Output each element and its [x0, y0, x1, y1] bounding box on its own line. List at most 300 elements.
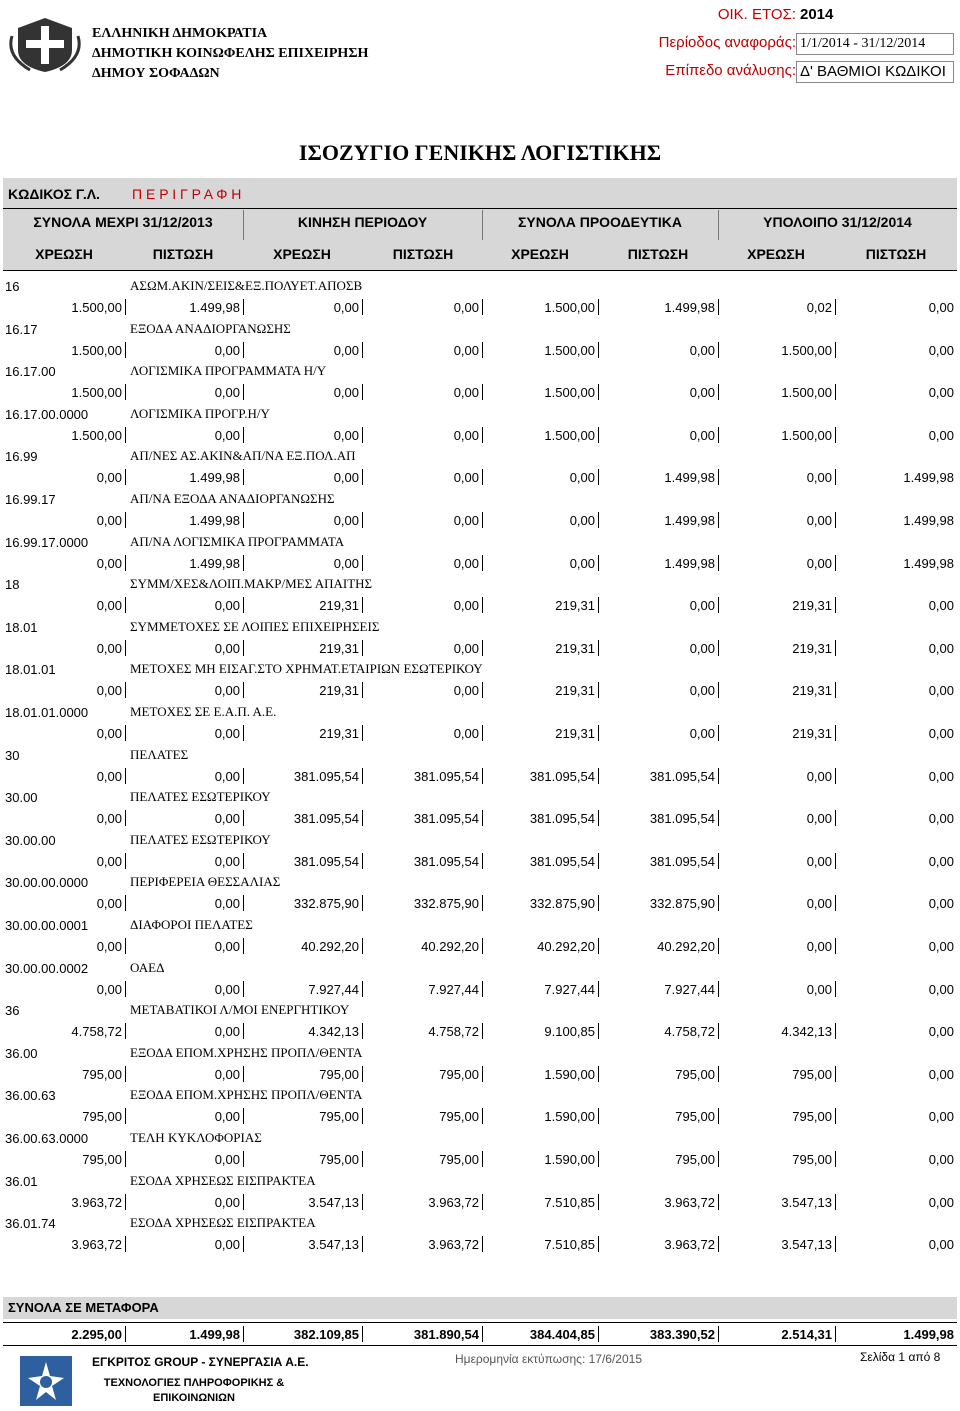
cell-separator: [835, 1023, 836, 1039]
org-line-2: ΔΗΜΟΤΙΚΗ ΚΟΙΝΩΦΕΛΗΣ ΕΠΙΧΕΙΡΗΣΗ: [92, 46, 369, 61]
debit-value: 1.500,00: [781, 427, 832, 443]
credit-value: 0,00: [214, 342, 240, 358]
credit-value: 381.095,54: [649, 768, 715, 784]
debit-value: 0,00: [96, 768, 122, 784]
debit-value: 381.095,54: [529, 768, 595, 784]
cell-separator: [835, 938, 836, 954]
credit-value: 0,00: [453, 385, 479, 401]
credit-value: 0,00: [214, 598, 240, 614]
account-code: 30.00.00.0001: [5, 918, 89, 933]
cell-separator: [482, 981, 483, 997]
cell-separator: [835, 384, 836, 400]
cell-separator: [598, 597, 599, 613]
debit-value: 219,31: [319, 683, 359, 699]
account-description: ΣΥΜΜΕΤΟΧΕΣ ΣΕ ΛΟΙΠΕΣ ΕΠΙΧΕΙΡΗΣΕΙΣ: [130, 618, 380, 634]
credit-value: 1.499,98: [664, 555, 715, 571]
cell-separator: [482, 1194, 483, 1210]
credit-value: 0,00: [689, 683, 715, 699]
account-description: ΟΑΕΔ: [130, 959, 165, 975]
cell-separator: [125, 640, 126, 656]
cell-separator: [482, 768, 483, 784]
cell-separator: [243, 810, 244, 826]
cell-separator: [718, 469, 719, 485]
cell-separator: [835, 427, 836, 443]
credit-value: 0,00: [453, 342, 479, 358]
credit-value: 0,00: [928, 896, 954, 912]
credit-value: 0,00: [928, 342, 954, 358]
group-header-period-movement: ΚΙΝΗΣΗ ΠΕΡΙΟΔΟΥ: [297, 214, 428, 230]
debit-value: 1.500,00: [544, 385, 595, 401]
debit-value: 0,00: [333, 555, 359, 571]
total-value: 381.890,54: [413, 1327, 479, 1342]
cell-separator: [482, 810, 483, 826]
account-code: 18.01: [5, 619, 38, 635]
debit-column-header: ΧΡΕΩΣΗ: [511, 246, 569, 262]
debit-value: 381.095,54: [293, 768, 359, 784]
cell-separator: [482, 555, 483, 571]
debit-value: 219,31: [792, 640, 832, 656]
cell-separator: [598, 682, 599, 698]
cell-separator: [243, 938, 244, 954]
credit-value: 0,00: [214, 811, 240, 827]
cell-separator: [362, 299, 363, 315]
credit-value: 795,00: [439, 1066, 479, 1082]
credit-value: 40.292,20: [657, 939, 715, 954]
credit-value: 0,00: [928, 1194, 954, 1210]
cell-separator: [362, 981, 363, 997]
credit-value: 3.963,72: [428, 1237, 479, 1253]
cell-separator: [835, 1326, 836, 1342]
credit-value: 1.499,98: [189, 555, 240, 571]
credit-value: 0,00: [214, 1066, 240, 1082]
account-code: 36.00: [5, 1045, 38, 1061]
cell-separator: [362, 555, 363, 571]
debit-value: 1.500,00: [544, 342, 595, 358]
cell-separator: [362, 640, 363, 656]
account-description: ΠΕΛΑΤΕΣ: [130, 746, 189, 762]
page-indicator: [860, 1350, 940, 1364]
cell-separator: [243, 427, 244, 443]
group-header-balance: ΥΠΟΛΟΙΠΟ 31/12/2014: [763, 214, 912, 230]
cell-separator: [598, 938, 599, 954]
credit-value: 0,00: [214, 683, 240, 699]
cell-separator: [125, 512, 126, 528]
print-date: Ημερομηνία εκτύπωσης: 17/6/2015: [455, 1352, 643, 1366]
cell-separator: [243, 1326, 244, 1342]
cell-separator: [718, 384, 719, 400]
debit-value: 0,00: [806, 470, 832, 486]
credit-value: 0,00: [453, 598, 479, 614]
cell-separator: [362, 1326, 363, 1342]
cell-separator: [718, 1023, 719, 1039]
debit-value: 0,00: [806, 768, 832, 784]
cell-separator: [718, 640, 719, 656]
cell-separator: [125, 981, 126, 997]
debit-value: 0,00: [569, 555, 595, 571]
cell-separator: [362, 1151, 363, 1167]
cell-separator: [243, 1236, 244, 1252]
credit-value: 0,00: [214, 939, 240, 954]
debit-value: 381.095,54: [293, 811, 359, 827]
debit-value: 795,00: [82, 1109, 122, 1125]
cell-separator: [598, 1236, 599, 1252]
cell-separator: [598, 1194, 599, 1210]
account-description: ΜΕΤΟΧΕΣ ΜΗ ΕΙΣΑΓ.ΣΤΟ ΧΡΗΜΑΤ.ΕΤΑΙΡΙΩΝ ΕΣΩΤΕΡΙΚΟΥ: [130, 661, 483, 677]
account-description: ΑΠ/ΝΕΣ ΑΣ.ΑΚΙΝ&ΑΠ/ΝΑ ΕΞ.ΠΟΛ.ΑΠ: [130, 448, 356, 464]
cell-separator: [362, 725, 363, 741]
debit-value: 0,00: [96, 726, 122, 741]
cell-separator: [362, 853, 363, 869]
cell-separator: [835, 810, 836, 826]
cell-separator: [598, 512, 599, 528]
organization-name: [92, 24, 368, 84]
debit-value: 795,00: [319, 1109, 359, 1125]
cell-separator: [125, 1108, 126, 1124]
debit-value: 795,00: [792, 1066, 832, 1082]
cell-separator: [125, 342, 126, 358]
debit-value: 4.342,13: [781, 1024, 832, 1040]
account-code: 36.00.63.0000: [5, 1131, 89, 1146]
credit-value: 381.095,54: [413, 811, 479, 827]
debit-value: 795,00: [792, 1109, 832, 1125]
debit-value: 0,00: [806, 981, 832, 997]
credit-column-header: ΠΙΣΤΩΣΗ: [627, 246, 689, 262]
code-column-header: ΚΩΔΙΚΟΣ Γ.Λ.: [8, 186, 100, 202]
cell-separator: [243, 853, 244, 869]
credit-value: 1.499,98: [189, 300, 240, 315]
account-description: ΕΞΟΔΑ ΕΠΟΜ.ΧΡΗΣΗΣ ΠΡΟΠΛ/ΘΕΝΤΑ: [130, 1087, 363, 1103]
cell-separator: [718, 895, 719, 911]
debit-value: 3.963,72: [71, 1237, 122, 1253]
debit-value: 1.500,00: [544, 300, 595, 315]
cell-separator: [718, 725, 719, 741]
report-title: ΙΣΟΖΥΓΙΟ ΓΕΝΙΚΗΣ ΛΟΓΙΣΤΙΚΗΣ: [298, 140, 662, 165]
tagline-line-2: ΕΠΙΚΟΙΝΩΝΙΩΝ: [153, 1392, 235, 1404]
debit-value: 0,00: [96, 598, 122, 614]
cell-separator: [482, 853, 483, 869]
credit-value: 0,00: [928, 981, 954, 997]
cell-separator: [718, 299, 719, 315]
cell-separator: [362, 810, 363, 826]
cell-separator: [125, 725, 126, 741]
debit-value: 3.963,72: [71, 1194, 122, 1210]
cell-separator: [243, 555, 244, 571]
debit-value: 1.500,00: [781, 342, 832, 358]
credit-value: 795,00: [675, 1066, 715, 1082]
debit-value: 219,31: [792, 726, 832, 741]
cell-separator: [718, 853, 719, 869]
debit-value: 0,00: [96, 939, 122, 954]
cell-separator: [243, 768, 244, 784]
credit-value: 1.499,98: [664, 513, 715, 528]
debit-value: 795,00: [319, 1066, 359, 1082]
cell-separator: [362, 384, 363, 400]
cell-separator: [243, 384, 244, 400]
cell-separator: [718, 342, 719, 358]
debit-value: 0,00: [333, 427, 359, 443]
credit-value: 1.499,98: [664, 300, 715, 315]
debit-value: 332.875,90: [529, 896, 595, 912]
debit-value: 0,00: [96, 513, 122, 528]
debit-value: 381.095,54: [529, 853, 595, 869]
credit-value: 0,00: [689, 342, 715, 358]
account-description: ΕΣΟΔΑ ΧΡΗΣΕΩΣ ΕΙΣΠΡΑΚΤΕΑ: [130, 1172, 316, 1188]
debit-value: 40.292,20: [301, 939, 359, 954]
credit-value: 795,00: [675, 1152, 715, 1167]
header-divider: [3, 208, 957, 209]
total-value: 2.514,31: [781, 1327, 832, 1342]
cell-separator: [835, 469, 836, 485]
cell-separator: [362, 597, 363, 613]
page-total: 8: [933, 1350, 941, 1364]
cell-separator: [125, 1023, 126, 1039]
credit-value: 0,00: [214, 385, 240, 401]
credit-value: 332.875,90: [413, 896, 479, 912]
debit-value: 0,00: [96, 811, 122, 827]
account-code: 18.01.01: [5, 662, 56, 678]
credit-value: 381.095,54: [413, 853, 479, 869]
cell-separator: [482, 1236, 483, 1252]
debit-value: 1.500,00: [71, 385, 122, 401]
credit-value: 0,00: [453, 683, 479, 699]
cell-separator: [125, 810, 126, 826]
debit-value: 3.547,13: [781, 1194, 832, 1210]
cell-separator: [598, 299, 599, 315]
totals-label: ΣΥΝΟΛΑ ΣΕ ΜΕΤΑΦΟΡΑ: [8, 1300, 159, 1315]
total-value: 1.499,98: [189, 1327, 240, 1342]
account-description: ΛΟΓΙΣΜΙΚΑ ΠΡΟΓΡΑΜΜΑΤΑ Η/Υ: [130, 363, 327, 379]
credit-value: 0,00: [928, 1024, 954, 1040]
page-label: Σελίδα: [860, 1350, 896, 1364]
debit-value: 0,00: [806, 811, 832, 827]
cell-separator: [598, 1108, 599, 1124]
cell-separator: [243, 512, 244, 528]
credit-value: 1.499,98: [189, 513, 240, 528]
cell-separator: [598, 427, 599, 443]
credit-value: 0,00: [689, 427, 715, 443]
account-description: ΜΕΤΑΒΑΤΙΚΟΙ Λ/ΜΟΙ ΕΝΕΡΓΗΤΙΚΟΥ: [130, 1002, 350, 1018]
cell-separator: [718, 810, 719, 826]
header-bottom-line: [3, 270, 957, 271]
cell-separator: [718, 1326, 719, 1342]
cell-separator: [835, 981, 836, 997]
cell-separator: [835, 1066, 836, 1082]
cell-separator: [362, 1236, 363, 1252]
account-description: ΣΥΜΜ/ΧΕΣ&ΛΟΙΠ.ΜΑΚΡ/ΜΕΣ ΑΠΑΙΤΗΣ: [130, 576, 373, 592]
cell-separator: [125, 384, 126, 400]
cell-separator: [482, 597, 483, 613]
credit-value: 0,00: [214, 1024, 240, 1040]
credit-value: 0,00: [453, 513, 479, 528]
cell-separator: [362, 682, 363, 698]
cell-separator: [718, 1236, 719, 1252]
credit-value: 0,00: [928, 1109, 954, 1125]
debit-value: 0,00: [569, 513, 595, 528]
debit-value: 219,31: [555, 683, 595, 699]
credit-value: 3.963,72: [428, 1194, 479, 1210]
cell-separator: [362, 895, 363, 911]
account-description: ΑΣΩΜ.ΑΚΙΝ/ΣΕΙΣ&ΕΞ.ΠΟΛΥΕΤ.ΑΠΟΣΒ: [130, 278, 363, 293]
cell-separator: [598, 895, 599, 911]
cell-separator: [243, 469, 244, 485]
cell-separator: [482, 384, 483, 400]
totals-bottom-line: [3, 1345, 957, 1346]
credit-value: 0,00: [928, 939, 954, 954]
cell-separator: [482, 682, 483, 698]
page-current: 1: [898, 1350, 906, 1364]
debit-value: 0,00: [96, 683, 122, 699]
debit-value: 9.100,85: [544, 1024, 595, 1040]
credit-value: 0,00: [928, 598, 954, 614]
debit-value: 0,00: [96, 640, 122, 656]
account-code: 18.01.01.0000: [5, 705, 89, 720]
cell-separator: [598, 555, 599, 571]
account-description: ΔΙΑΦΟΡΟΙ ΠΕΛΑΤΕΣ: [130, 917, 253, 932]
credit-value: 0,00: [214, 1237, 240, 1253]
debit-value: 1.590,00: [544, 1152, 595, 1167]
cell-separator: [835, 1151, 836, 1167]
cell-separator: [362, 1108, 363, 1124]
account-code: 16.99.17.0000: [5, 534, 89, 550]
cell-separator: [835, 597, 836, 613]
cell-separator: [718, 682, 719, 698]
debit-value: 0,02: [806, 300, 832, 315]
cell-separator: [362, 427, 363, 443]
debit-value: 219,31: [319, 726, 359, 741]
cell-separator: [835, 1194, 836, 1210]
credit-value: 0,00: [453, 726, 479, 741]
credit-value: 1.499,98: [664, 470, 715, 486]
debit-value: 7.510,85: [544, 1194, 595, 1210]
account-description: ΠΕΡΙΦΕΡΕΙΑ ΘΕΣΣΑΛΙΑΣ: [130, 874, 281, 890]
cell-separator: [362, 1066, 363, 1082]
cell-separator: [835, 555, 836, 571]
cell-separator: [835, 895, 836, 911]
cell-separator: [243, 1151, 244, 1167]
credit-value: 0,00: [689, 385, 715, 401]
debit-value: 0,00: [333, 513, 359, 528]
debit-value: 1.500,00: [71, 300, 122, 315]
period-value: 1/1/2014 - 31/12/2014: [796, 33, 954, 55]
account-description: ΑΠ/ΝΑ ΛΟΓΙΣΜΙΚΑ ΠΡΟΓΡΑΜΜΑΤΑ: [130, 533, 345, 549]
credit-value: 0,00: [214, 853, 240, 869]
cell-separator: [243, 1023, 244, 1039]
credit-value: 0,00: [214, 640, 240, 656]
credit-value: 0,00: [453, 640, 479, 656]
credit-value: 7.927,44: [428, 981, 479, 997]
credit-value: 0,00: [214, 1109, 240, 1125]
cell-separator: [482, 1023, 483, 1039]
cell-separator: [243, 597, 244, 613]
debit-value: 795,00: [792, 1152, 832, 1167]
credit-value: 0,00: [928, 427, 954, 443]
debit-value: 0,00: [806, 853, 832, 869]
credit-column-header: ΠΙΣΤΩΣΗ: [152, 246, 214, 262]
account-code: 30: [5, 747, 20, 763]
cell-separator: [598, 1151, 599, 1167]
cell-separator: [835, 342, 836, 358]
cell-separator: [835, 640, 836, 656]
cell-separator: [598, 853, 599, 869]
debit-value: 0,00: [569, 470, 595, 486]
cell-separator: [125, 682, 126, 698]
cell-separator: [125, 427, 126, 443]
account-code: 16.17.00: [5, 364, 56, 380]
credit-value: 381.095,54: [649, 811, 715, 827]
cell-separator: [482, 938, 483, 954]
cell-separator: [362, 512, 363, 528]
debit-value: 4.342,13: [308, 1024, 359, 1040]
credit-value: 7.927,44: [664, 981, 715, 997]
credit-value: 0,00: [928, 726, 954, 741]
cell-separator: [598, 1066, 599, 1082]
credit-value: 0,00: [928, 1066, 954, 1082]
debit-value: 0,00: [333, 385, 359, 401]
cell-separator: [835, 853, 836, 869]
debit-value: 219,31: [555, 598, 595, 614]
cell-separator: [835, 725, 836, 741]
account-description: ΤΕΛΗ ΚΥΚΛΟΦΟΡΙΑΣ: [130, 1130, 262, 1145]
cell-separator: [125, 1236, 126, 1252]
account-code: 36.01.74: [5, 1216, 56, 1232]
cell-separator: [718, 1108, 719, 1124]
total-value: 383.390,52: [649, 1327, 715, 1342]
account-code: 16.17.00.0000: [5, 406, 89, 422]
cell-separator: [835, 682, 836, 698]
debit-value: 1.500,00: [71, 427, 122, 443]
cell-separator: [125, 597, 126, 613]
org-line-3: ΔΗΜΟΥ ΣΟΦΑΔΩΝ: [92, 66, 220, 81]
credit-value: 0,00: [214, 1194, 240, 1210]
cell-separator: [835, 768, 836, 784]
credit-value: 0,00: [928, 1152, 954, 1167]
cell-separator: [718, 597, 719, 613]
cell-separator: [362, 1194, 363, 1210]
cell-separator: [482, 342, 483, 358]
debit-value: 0,00: [96, 470, 122, 486]
cell-separator: [482, 1151, 483, 1167]
debit-value: 1.590,00: [544, 1109, 595, 1125]
cell-separator: [598, 725, 599, 741]
cell-separator: [598, 1326, 599, 1342]
cell-separator: [718, 1194, 719, 1210]
cell-separator: [598, 384, 599, 400]
cell-separator: [362, 469, 363, 485]
cell-separator: [243, 895, 244, 911]
total-value: 2.295,00: [71, 1327, 122, 1342]
account-code: 36: [5, 1003, 20, 1019]
account-code: 30.00.00: [5, 832, 56, 848]
cell-separator: [362, 1023, 363, 1039]
fiscal-year-value: 2014: [800, 6, 834, 23]
org-line-1: ΕΛΛΗΝΙΚΗ ΔΗΜΟΚΡΑΤΙΑ: [92, 26, 268, 41]
account-code: 16: [5, 279, 20, 294]
cell-separator: [598, 810, 599, 826]
cell-separator: [243, 725, 244, 741]
debit-value: 7.510,85: [544, 1237, 595, 1253]
cell-separator: [125, 469, 126, 485]
credit-value: 4.758,72: [428, 1024, 479, 1040]
cell-separator: [243, 682, 244, 698]
debit-value: 0,00: [96, 981, 122, 997]
credit-value: 0,00: [453, 427, 479, 443]
cell-separator: [125, 768, 126, 784]
cell-separator: [482, 1066, 483, 1082]
debit-value: 3.547,13: [308, 1237, 359, 1253]
credit-value: 4.758,72: [664, 1024, 715, 1040]
debit-value: 332.875,90: [293, 896, 359, 912]
debit-value: 0,00: [333, 300, 359, 315]
